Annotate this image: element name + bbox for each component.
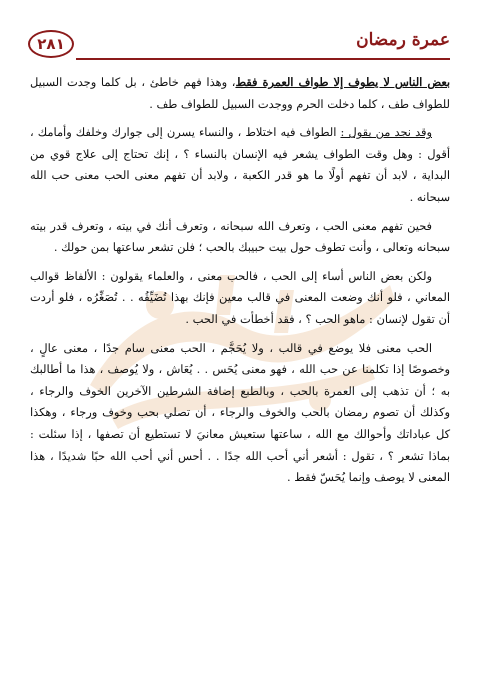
paragraph-3 <box>30 216 450 259</box>
underlined-phrase: بعض الناس لا يطوف إلا طواف العمرة فقط <box>235 75 450 89</box>
page-header <box>28 28 450 64</box>
book-title: عمرة رمضان <box>356 30 450 50</box>
page-body <box>30 72 450 496</box>
paragraph-text: ولكن بعض الناس أساء إلى الحب ، فالحب معنى ، والعلماء يقولون : الألفاظ قوالب المعاني ، فلو أنك وضعت المعنى في قالب معين فإنك بهذا تُضَيِّقُه . . تُصَغِّرُه ، فلو أردت أن تقول لإنسان : ماهو الحب ؟ ، فقد أخطأت في الحب . <box>30 268 450 326</box>
page-number: ٢٨١ <box>28 30 74 58</box>
header-rule <box>76 58 450 60</box>
paragraph-text: ، وهذا فهم خاطئ ، بل كلما وجدت السبيل للطواف طف ، كلما دخلت الحرم ووجدت السبيل للطواف طف . <box>30 75 450 111</box>
paragraph-text: فحين تفهم معنى الحب ، وتعرف الله سبحانه ، وتعرف أنك في بيته ، وتعرف قدر بيته سبحانه وتعالى ، وأنت تطوف حول بيت حبيبك بالحب ؛ فلن تشعر ساعتها بمن حولك . <box>30 218 450 255</box>
paragraph-1 <box>30 72 450 115</box>
paragraph-text: الحب معنى فلا يوضع في قالب ، ولا يُحَجَّم ، الحب معنى سام جدًا ، معنى عالٍ ، وخصوصًا إذا تكلمنا عن حب الله ، فهو معنى يُحَس . . يُعَاش ، ولا يُوصف ، هذا ما أطالبك به ؛ أن تذهب إلى العمرة بالحب ، وبالطبع إضافة الشرطين الآخرين الخوف والرجاء ، وكذلك أن تصوم رمضان بالحب والخوف والرجاء ، أن تصلي بحب وخوف ورجاء ، وهكذا كل عباداتك وأحوالك مع الله ، ساعتها ستعيش معانيَ لا تستطيع أن تصفها ، إذا سئلت : بماذا تشعر ؟ ، تقول : أشعر أني أحب الله جدًا . . أحس أني أحب الله حبًا شديدًا ، هذا المعنى لا يوصف وإنما يُحَسّ فقط . <box>30 340 450 485</box>
paragraph-5 <box>30 338 450 489</box>
paragraph-2 <box>30 122 450 208</box>
paragraph-text: الطواف فيه اختلاط ، والنساء يسرن إلى جوارك وخلفك وأمامك ، أقول : وهل وقت الطواف يشعر فيه الإنسان بالنساء ؟ ، إنك تحتاج إلى علاج قوي من البداية ، لابد أن تفهم أولًا ما هو قدر الكعبة ، ولابد أن تفهم معنى الحب معنى حب الله سبحانه . <box>30 125 450 204</box>
paragraph-4 <box>30 266 450 331</box>
paragraph-lead: وقد نجد من يقول : <box>340 125 432 140</box>
